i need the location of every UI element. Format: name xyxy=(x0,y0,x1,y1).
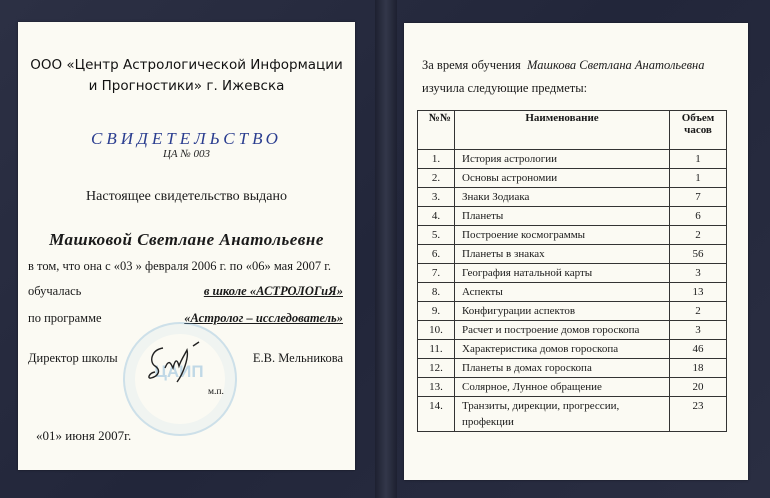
row-num: 12. xyxy=(418,359,455,378)
table-row xyxy=(418,340,727,359)
table-row xyxy=(418,397,727,432)
row-name: Расчет и построение домов гороскопа xyxy=(455,321,670,340)
row-num: 2. xyxy=(418,169,455,188)
row-num: 4. xyxy=(418,207,455,226)
table-row xyxy=(418,150,727,169)
row-name: Аспекты xyxy=(455,283,670,302)
row-name: Солярное, Лунное обращение xyxy=(455,378,670,397)
table-row xyxy=(418,245,727,264)
row-hours: 3 xyxy=(670,264,727,283)
row-num: 3. xyxy=(418,188,455,207)
row-hours: 46 xyxy=(670,340,727,359)
program-name: «Астролог – исследователь» xyxy=(184,311,343,325)
row-hours: 6 xyxy=(670,207,727,226)
stamp-text: ЦАИП xyxy=(154,362,204,381)
row-hours: 23 xyxy=(670,397,727,432)
row-num: 13. xyxy=(418,378,455,397)
certificate-title: СВИДЕТЕЛЬСТВО xyxy=(91,129,282,148)
subjects-table xyxy=(417,110,727,432)
row-hours: 1 xyxy=(670,169,727,188)
program-label: по программе xyxy=(28,311,102,325)
table-row xyxy=(418,207,727,226)
row-num: 6. xyxy=(418,245,455,264)
table-row xyxy=(418,283,727,302)
row-name: Конфигурации аспектов xyxy=(455,302,670,321)
student-name: Машкова Светлана Анатольевна xyxy=(527,58,705,72)
table-row xyxy=(418,378,727,397)
row-num: 8. xyxy=(418,283,455,302)
row-num: 5. xyxy=(418,226,455,245)
row-name: История астрологии xyxy=(455,150,670,169)
header-hours: Объем часов xyxy=(670,111,727,150)
row-hours: 18 xyxy=(670,359,727,378)
holder-name: Машковой Светлане Анатольевне xyxy=(49,230,324,249)
row-hours: 1 xyxy=(670,150,727,169)
intro-line-2: изучила следующие предметы: xyxy=(422,81,588,95)
table-row xyxy=(418,321,727,340)
study-period: в том, что она с «03 » февраля 2006 г. по «06» мая 2007 г. xyxy=(28,259,332,273)
row-num: 14. xyxy=(418,397,455,432)
organization-line-1: ООО «Центр Астрологической Информации xyxy=(30,57,343,73)
row-hours: 7 xyxy=(670,188,727,207)
table-row xyxy=(418,264,727,283)
row-num: 9. xyxy=(418,302,455,321)
row-hours: 20 xyxy=(670,378,727,397)
director-label: Директор школы xyxy=(28,351,118,365)
table-header-row xyxy=(418,111,727,150)
intro-line-1 xyxy=(422,58,705,73)
row-name: Планеты в домах гороскопа xyxy=(455,359,670,378)
school-name: в школе «АСТРОЛОГиЯ» xyxy=(203,284,343,298)
row-num: 1. xyxy=(418,150,455,169)
certificate-left-page xyxy=(18,22,355,470)
signature-icon xyxy=(143,340,218,385)
row-name: Транзиты, дирекции, прогрессии, профекции xyxy=(455,397,670,432)
header-num: №№ xyxy=(418,111,455,150)
row-name: Планеты xyxy=(455,207,670,226)
certificate-number: ЦА № 003 xyxy=(162,148,211,160)
row-name: Характеристика домов гороскопа xyxy=(455,340,670,359)
intro-prefix: За время обучения xyxy=(422,58,521,72)
table-row xyxy=(418,188,727,207)
folder-spine xyxy=(375,0,397,498)
row-hours: 3 xyxy=(670,321,727,340)
studied-label: обучалась xyxy=(28,284,82,298)
row-name: Планеты в знаках xyxy=(455,245,670,264)
row-hours: 56 xyxy=(670,245,727,264)
row-name: Знаки Зодиака xyxy=(455,188,670,207)
table-row xyxy=(418,359,727,378)
issue-date: «01» июня 2007г. xyxy=(36,428,132,443)
table-row xyxy=(418,302,727,321)
row-num: 10. xyxy=(418,321,455,340)
row-num: 11. xyxy=(418,340,455,359)
row-name: География натальной карты xyxy=(455,264,670,283)
certificate-right-page xyxy=(404,23,748,480)
seal-label: м.п. xyxy=(208,387,224,397)
row-hours: 2 xyxy=(670,302,727,321)
director-name: Е.В. Мельникова xyxy=(252,351,343,365)
table-row xyxy=(418,226,727,245)
table-row xyxy=(418,169,727,188)
row-name: Построение космограммы xyxy=(455,226,670,245)
organization-line-2: и Прогностики» г. Ижевска xyxy=(88,78,285,94)
row-hours: 2 xyxy=(670,226,727,245)
row-num: 7. xyxy=(418,264,455,283)
issued-text: Настоящее свидетельство выдано xyxy=(86,189,287,204)
row-name: Основы астрономии xyxy=(455,169,670,188)
header-name: Наименование xyxy=(455,111,670,150)
organization-name xyxy=(18,55,355,97)
row-hours: 13 xyxy=(670,283,727,302)
school-line xyxy=(28,284,343,299)
